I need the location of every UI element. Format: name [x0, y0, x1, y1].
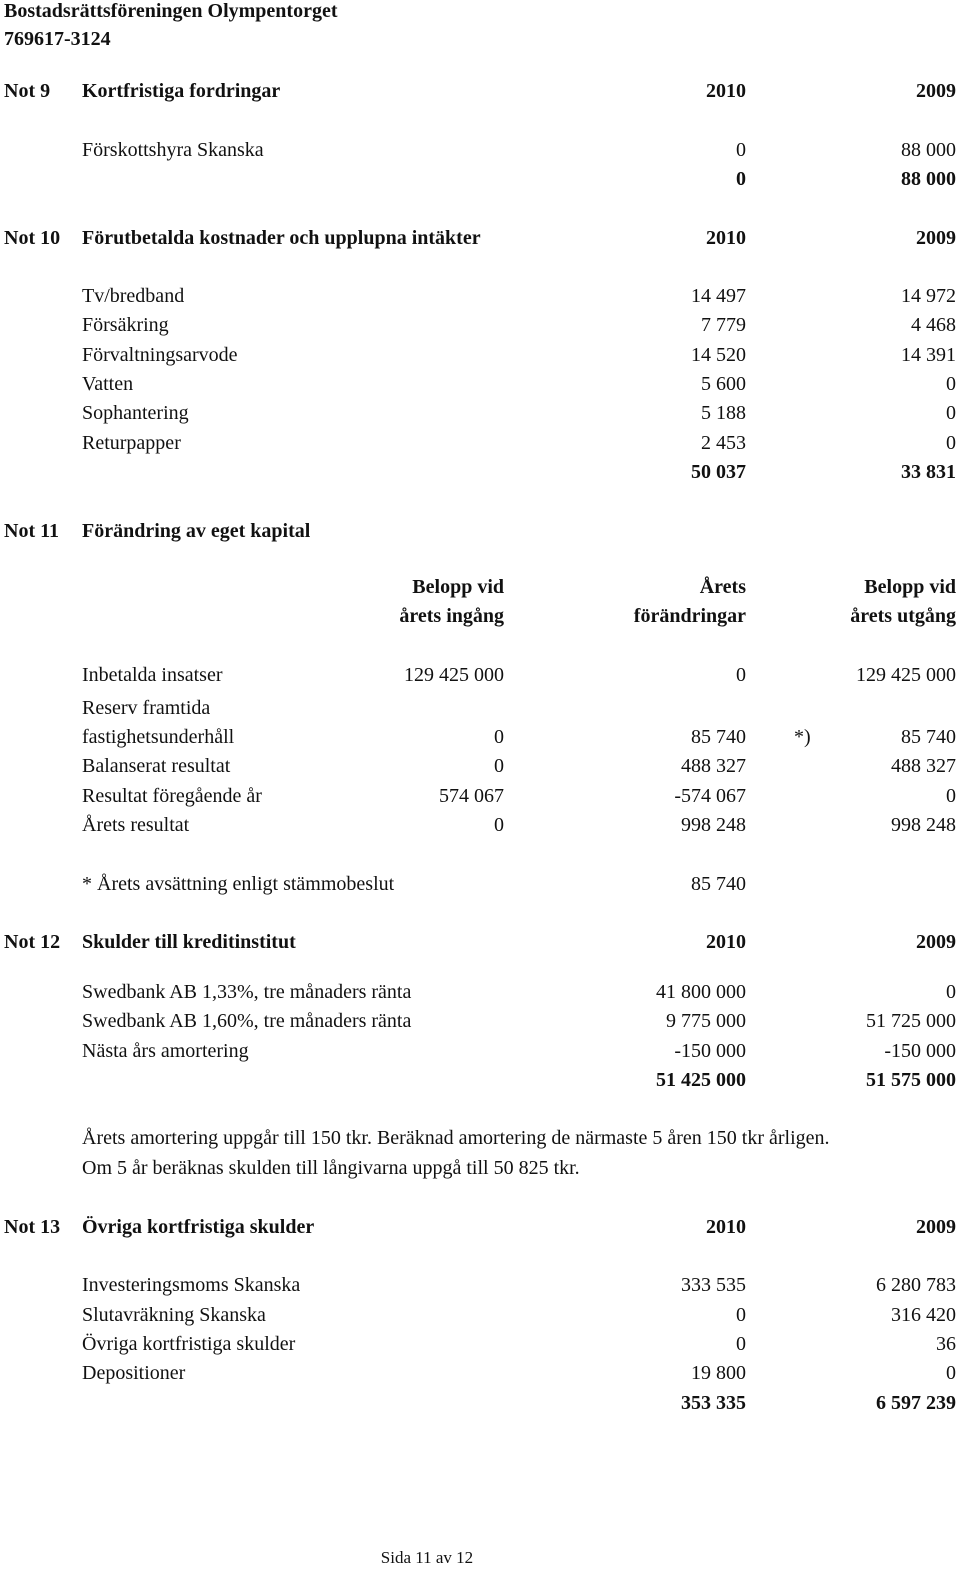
year-2009-header: 2009	[916, 80, 956, 102]
row-label: Resultat föregående år	[82, 785, 262, 807]
footnote-marker: *)	[794, 726, 811, 748]
year-2009-header: 2009	[916, 227, 956, 249]
row-label: Swedbank AB 1,60%, tre månaders ränta	[82, 1010, 412, 1032]
note-number: Not 12	[4, 931, 61, 953]
value-2010: -150 000	[674, 1040, 746, 1062]
total-2010: 0	[736, 168, 746, 190]
amortization-note-line1: Årets amortering uppgår till 150 tkr. Beräknad amortering de närmaste 5 åren 150 tkr årligen.	[82, 1127, 830, 1149]
value-2009: 51 725 000	[866, 1010, 956, 1032]
row-label: fastighetsunderhåll	[82, 726, 235, 748]
value-changes: 488 327	[681, 755, 746, 777]
total-2009: 51 575 000	[866, 1069, 956, 1091]
value-2009: 6 280 783	[876, 1274, 956, 1296]
value-opening: 574 067	[439, 785, 504, 807]
value-2010: 9 775 000	[666, 1010, 746, 1032]
value-2010: 14 497	[691, 285, 746, 307]
total-2010: 51 425 000	[656, 1069, 746, 1091]
value-closing: 488 327	[891, 755, 956, 777]
year-2009-header: 2009	[916, 931, 956, 953]
total-2010: 50 037	[691, 461, 746, 483]
row-label: Förskottshyra Skanska	[82, 139, 264, 161]
row-label: Tv/bredband	[82, 285, 185, 307]
year-2010-header: 2010	[706, 931, 746, 953]
note-title: Kortfristiga fordringar	[82, 80, 281, 102]
value-2009: 0	[946, 373, 956, 395]
value-2010: 19 800	[691, 1362, 746, 1384]
row-label: Vatten	[82, 373, 134, 395]
value-2010: 0	[736, 139, 746, 161]
footnote-value: 85 740	[691, 873, 746, 895]
value-2009: -150 000	[884, 1040, 956, 1062]
row-label: Nästa års amortering	[82, 1040, 249, 1062]
page-number: Sida 11 av 12	[380, 1548, 474, 1567]
row-label: Slutavräkning Skanska	[82, 1304, 266, 1326]
column-header-closing-sub: årets utgång	[850, 605, 956, 627]
value-2010: 2 453	[701, 432, 746, 454]
value-opening: 0	[494, 726, 504, 748]
value-2010: 7 779	[701, 314, 746, 336]
value-2009: 316 420	[891, 1304, 956, 1326]
organization-name: Bostadsrättsföreningen Olympentorget	[4, 0, 338, 22]
value-opening: 0	[494, 814, 504, 836]
value-2009: 0	[946, 432, 956, 454]
value-2009: 14 391	[901, 344, 956, 366]
value-closing: 0	[946, 785, 956, 807]
row-label: Övriga kortfristiga skulder	[82, 1333, 296, 1355]
note-title: Förutbetalda kostnader och upplupna intäkter	[82, 227, 481, 249]
row-label: Swedbank AB 1,33%, tre månaders ränta	[82, 981, 412, 1003]
value-changes: 0	[736, 664, 746, 686]
value-2009: 36	[936, 1333, 956, 1355]
value-closing: 129 425 000	[856, 664, 956, 686]
value-2010: 41 800 000	[656, 981, 746, 1003]
value-changes: -574 067	[674, 785, 746, 807]
value-2009: 14 972	[901, 285, 956, 307]
row-label-line1: Reserv framtida	[82, 697, 211, 719]
note-title: Övriga kortfristiga skulder	[82, 1216, 315, 1238]
year-2010-header: 2010	[706, 227, 746, 249]
note-number: Not 11	[4, 520, 59, 542]
column-header-changes-sub: förändringar	[633, 605, 746, 627]
year-2010-header: 2010	[706, 80, 746, 102]
value-2010: 14 520	[691, 344, 746, 366]
organization-number: 769617-3124	[4, 28, 111, 50]
year-2009-header: 2009	[916, 1216, 956, 1238]
value-changes: 998 248	[681, 814, 746, 836]
note-title: Skulder till kreditinstitut	[82, 931, 296, 953]
total-2010: 353 335	[681, 1392, 746, 1414]
value-changes: 85 740	[691, 726, 746, 748]
note-number: Not 13	[4, 1216, 61, 1238]
value-2009: 0	[946, 981, 956, 1003]
value-2009: 0	[946, 1362, 956, 1384]
value-opening: 0	[494, 755, 504, 777]
value-closing: 85 740	[901, 726, 956, 748]
column-header-closing: Belopp vid	[864, 576, 956, 598]
value-closing: 998 248	[891, 814, 956, 836]
value-2010: 5 600	[701, 373, 746, 395]
row-label: Försäkring	[82, 314, 169, 336]
year-2010-header: 2010	[706, 1216, 746, 1238]
total-2009: 33 831	[901, 461, 956, 483]
row-label: Balanserat resultat	[82, 755, 231, 777]
value-2010: 333 535	[681, 1274, 746, 1296]
row-label: Returpapper	[82, 432, 181, 454]
value-2009: 0	[946, 402, 956, 424]
note-number: Not 9	[4, 80, 51, 102]
value-opening: 129 425 000	[404, 664, 504, 686]
value-2009: 4 468	[911, 314, 956, 336]
row-label: Investeringsmoms Skanska	[82, 1274, 301, 1296]
column-header-opening: Belopp vid	[412, 576, 504, 598]
value-2010: 0	[736, 1333, 746, 1355]
note-title: Förändring av eget kapital	[82, 520, 311, 542]
total-2009: 88 000	[901, 168, 956, 190]
column-header-opening-sub: årets ingång	[399, 605, 504, 627]
column-header-changes: Årets	[699, 576, 746, 598]
value-2009: 88 000	[901, 139, 956, 161]
amortization-note-line2: Om 5 år beräknas skulden till långivarna uppgå till 50 825 tkr.	[82, 1157, 580, 1179]
value-2010: 5 188	[701, 402, 746, 424]
value-2010: 0	[736, 1304, 746, 1326]
note-number: Not 10	[4, 227, 61, 249]
row-label: Depositioner	[82, 1362, 186, 1384]
row-label: Inbetalda insatser	[82, 664, 223, 686]
row-label: Förvaltningsarvode	[82, 344, 238, 366]
row-label: Sophantering	[82, 402, 189, 424]
footnote-label: * Årets avsättning enligt stämmobeslut	[82, 873, 395, 895]
total-2009: 6 597 239	[876, 1392, 956, 1414]
row-label: Årets resultat	[82, 814, 190, 836]
